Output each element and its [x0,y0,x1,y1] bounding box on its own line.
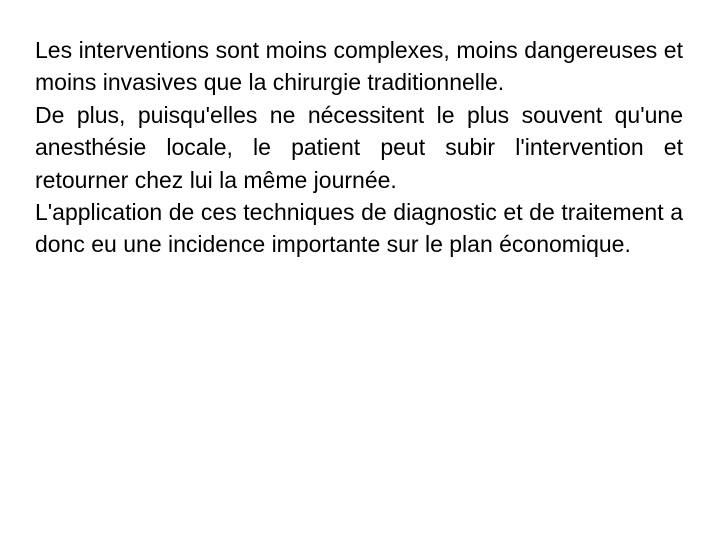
paragraph-2: De plus, puisqu'elles ne nécessitent le plus souvent qu'une anesthésie locale, le patient peut subir l'intervention et retourner chez lui la même journée. [35,101,683,193]
paragraph-3: L'application de ces techniques de diagnostic et de traitement a donc eu une incidence importante sur le plan économique. [35,199,683,258]
paragraph-1: Les interventions sont moins complexes, moins dangereuses et moins invasives que la chirurgie traditionnelle. [35,37,683,96]
slide-body-text [35,34,683,261]
